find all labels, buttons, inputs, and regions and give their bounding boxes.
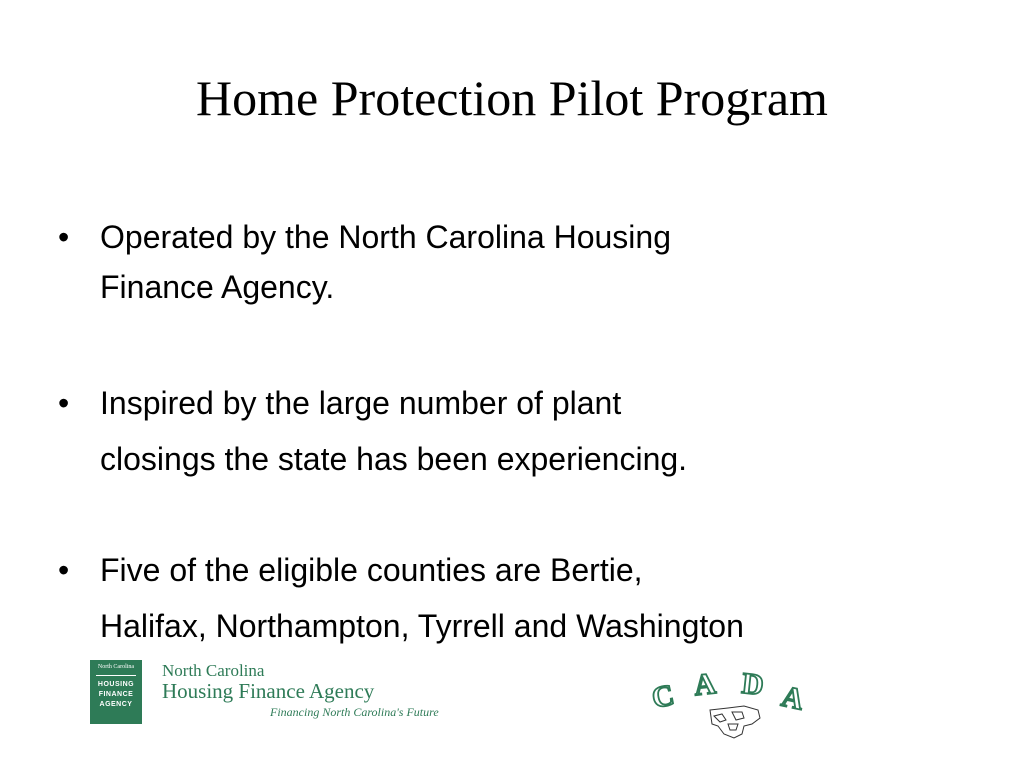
nc-map-icon: [710, 706, 760, 738]
bullet-item: [58, 375, 958, 487]
bullet-text-line: Halifax, Northampton, Tyrrell and Washington: [100, 608, 744, 644]
cada-letter: D: [740, 666, 766, 702]
ncfa-tagline: Financing North Carolina's Future: [270, 705, 439, 719]
bullet-text-line: Operated by the North Carolina Housing: [100, 219, 671, 255]
ncfa-wordmark: [162, 662, 439, 722]
bullet-dot: •: [58, 219, 70, 255]
badge-divider: [96, 675, 136, 676]
bullet-item: [58, 542, 958, 654]
ncfa-logo-badge: [90, 660, 142, 724]
bullet-text-line: Inspired by the large number of plant: [100, 385, 622, 421]
badge-word: FINANCE: [98, 691, 134, 698]
cada-letter: A: [692, 667, 718, 703]
badge-top-text: North Carolina: [97, 664, 135, 670]
bullet-dot: •: [58, 385, 70, 421]
badge-word: AGENCY: [99, 701, 133, 708]
slide-title: Home Protection Pilot Program: [196, 70, 828, 126]
cada-letter: C: [648, 678, 677, 716]
cada-logo: [648, 664, 818, 748]
bullet-text-line: Five of the eligible counties are Bertie,: [100, 552, 643, 588]
ncfa-agency-name: Housing Finance Agency: [162, 679, 375, 703]
cada-letter: A: [778, 679, 807, 717]
bullet-dot: •: [58, 552, 70, 588]
badge-word: HOUSING: [97, 681, 135, 688]
bullet-text-line: Finance Agency.: [100, 269, 335, 305]
bullet-text-line: closings the state has been experiencing.: [100, 441, 688, 477]
bullet-list: [58, 212, 958, 654]
ncfa-state-text: North Carolina: [162, 661, 265, 680]
bullet-item: [58, 212, 958, 312]
